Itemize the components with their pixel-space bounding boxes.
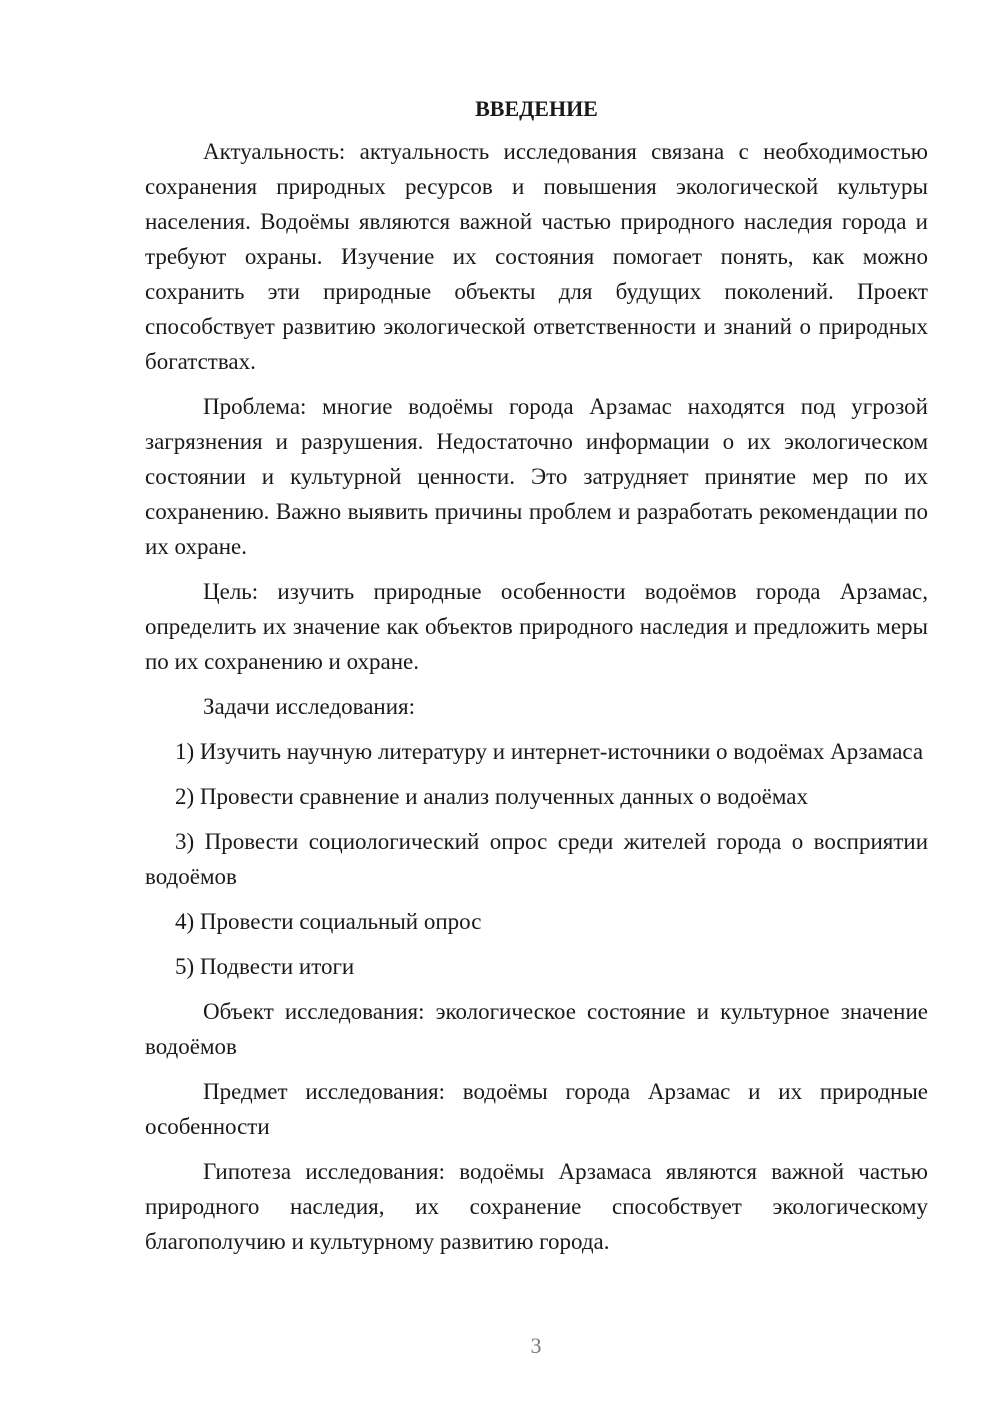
paragraph-subject: Предмет исследования: водоёмы города Арзамас и их природные особенности (145, 1079, 928, 1139)
task-item: 1) Изучить научную литературу и интернет-источники о водоёмах Арзамаса (175, 739, 924, 764)
task-item: 5) Подвести итоги (175, 954, 355, 979)
task-item: 2) Провести сравнение и анализ полученных данных о водоёмах (175, 784, 808, 809)
task-item: 3) Провести социологический опрос среди жителей города о восприятии водоёмов (145, 829, 928, 889)
paragraph-goal: Цель: изучить природные особенности водоёмов города Арзамас, определить их значение как объектов природного наследия и предложить меры по их сохранению и охране. (145, 579, 928, 674)
section-title: ВВЕДЕНИЕ (475, 96, 598, 121)
paragraph-hypothesis: Гипотеза исследования: водоёмы Арзамаса являются важной частью природного наследия, их сохранение способствует экологическому благополучию и культурному развитию города. (145, 1159, 928, 1254)
page-number: 3 (530, 1333, 542, 1358)
task-item: 4) Провести социальный опрос (175, 909, 482, 934)
document-page (145, 94, 928, 1269)
paragraph-tasks-heading: Задачи исследования: (203, 694, 416, 719)
paragraph-relevance: Актуальность: актуальность исследования связана с необходимостью сохранения природных ресурсов и повышения экологической культуры населения. Водоёмы являются важной частью природного наследия города и требуют охраны. Изучение их состояния помогает понять, как можно сохранить эти природные объекты для будущих поколений. Проект способствует развитию экологической ответственности и знаний о природных богатствах. (145, 139, 928, 374)
paragraph-problem: Проблема: многие водоёмы города Арзамас находятся под угрозой загрязнения и разрушения. Недостаточно информации о их экологическом состоянии и культурной ценности. Это затрудняет принятие мер по их сохранению. Важно выявить причины проблем и разработать рекомендации по их охране. (145, 394, 928, 559)
paragraph-object: Объект исследования: экологическое состояние и культурное значение водоёмов (145, 999, 928, 1059)
